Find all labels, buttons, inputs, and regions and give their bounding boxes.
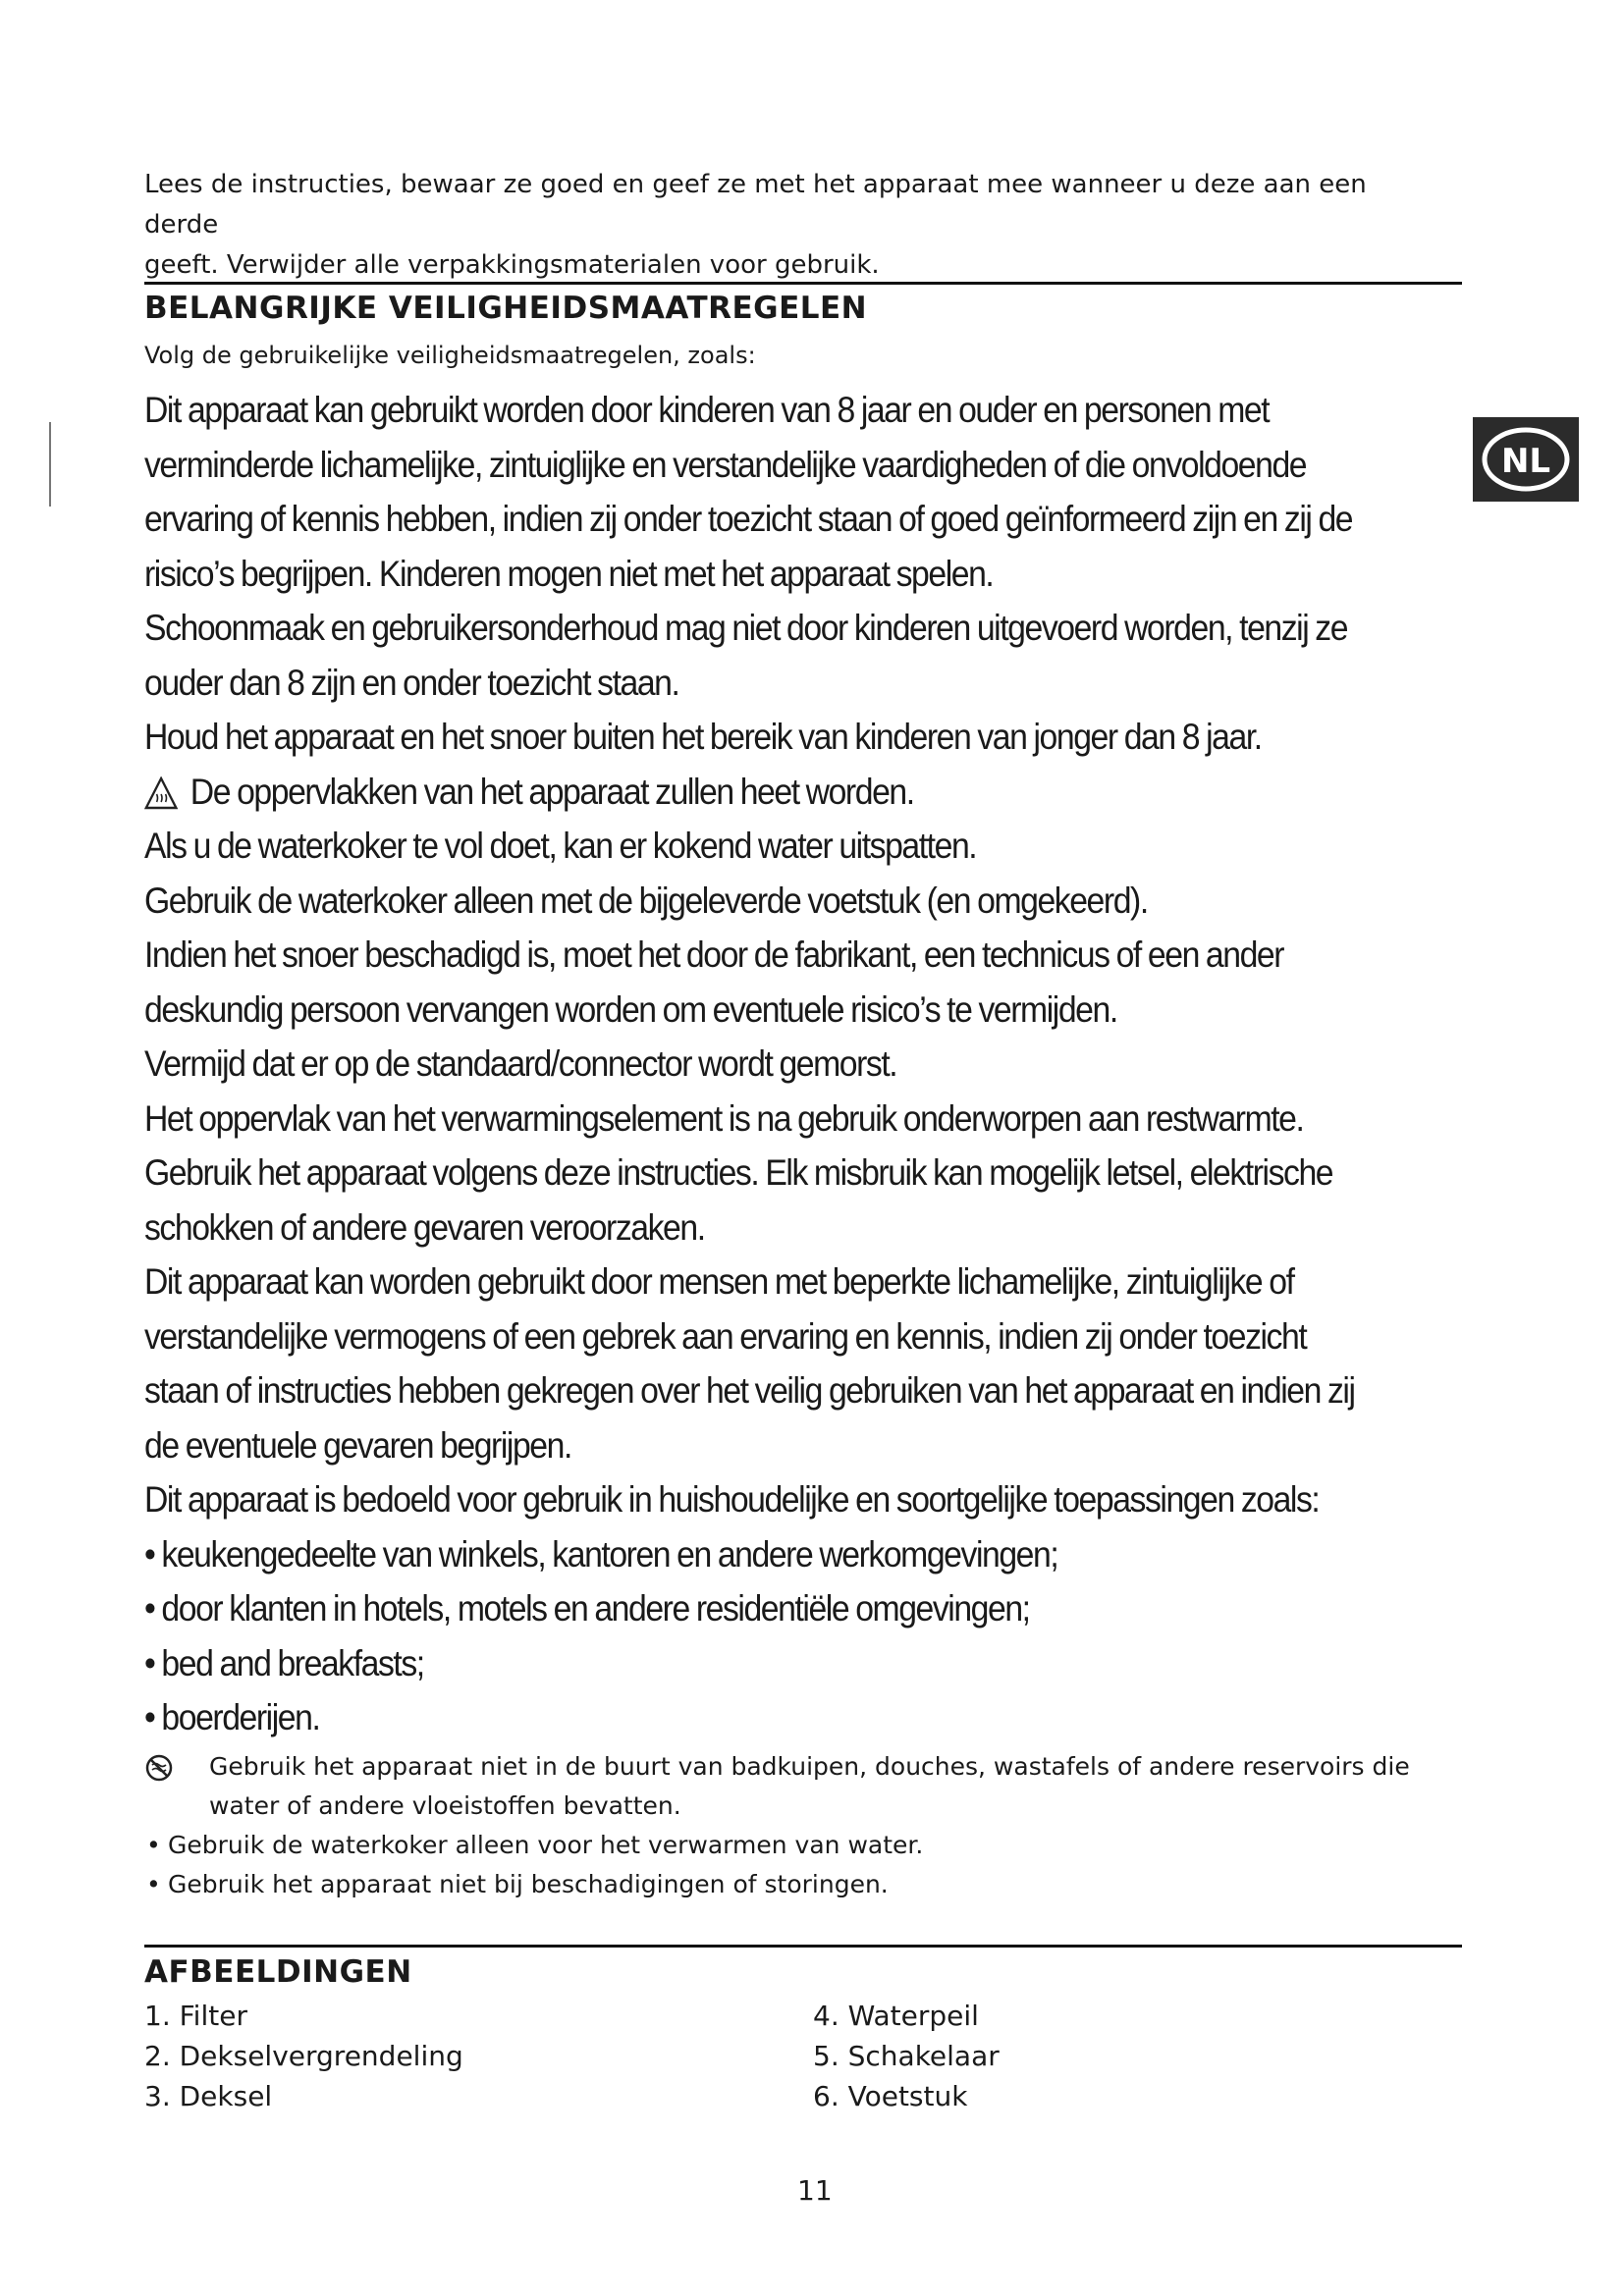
figures-list-right — [813, 1996, 1000, 2116]
figures-list-left — [144, 1996, 463, 2116]
safety-paragraph: Schoonmaak en gebruikersonderhoud mag niet door kinderen uitgevoerd worden, tenzij ze ouder dan 8 zijn en onder toezicht staan. — [144, 607, 1348, 703]
small-bullet-item: • Gebruik de waterkoker alleen voor het verwarmen van water. — [144, 1826, 1450, 1865]
figure-item: 6. Voetstuk — [813, 2080, 968, 2112]
hot-surface-warning-icon — [144, 776, 178, 810]
safety-paragraph: Gebruik het apparaat volgens deze instructies. Elk misbruik kan mogelijk letsel, elektrische schokken of andere gevaren veroorzaken. — [144, 1151, 1333, 1248]
additional-warnings — [144, 1747, 1450, 1904]
intro-line: Lees de instructies, bewaar ze goed en geef ze met het apparaat mee wanneer u deze aan een derde — [144, 170, 1367, 240]
no-water-text: Gebruik het apparaat niet in de buurt van badkuipen, douches, wastafels of andere reservoirs die water of andere vloeistoffen bevatten. — [209, 1752, 1410, 1820]
use-list-item: • boerderijen. — [144, 1696, 320, 1737]
figure-item: 4. Waterpeil — [813, 2000, 979, 2032]
section-divider — [144, 282, 1462, 285]
language-tab — [1473, 417, 1579, 502]
safety-paragraph: Vermijd dat er op de standaard/connector wordt gemorst. — [144, 1042, 897, 1084]
no-water-warning — [144, 1747, 1450, 1826]
figures-heading: AFBEELDINGEN — [144, 1954, 412, 1990]
safety-paragraph: Dit apparaat is bedoeld voor gebruik in huishoudelijke en soortgelijke toepassingen zoals: — [144, 1478, 1320, 1520]
no-water-icon — [144, 1747, 209, 1826]
safety-paragraph: Het oppervlak van het verwarmingselement is na gebruik onderworpen aan restwarmte. — [144, 1096, 1304, 1139]
safety-paragraph: Als u de waterkoker te vol doet, kan er kokend water uitspatten. — [144, 825, 977, 866]
intro-line: geeft. Verwijder alle verpakkingsmaterialen voor gebruik. — [144, 250, 880, 280]
safety-paragraph-hot — [144, 765, 1378, 820]
safety-paragraph: Indien het snoer beschadigd is, moet het door de fabrikant, een technicus of een ander deskundig persoon vervangen worden om eventuele risico’s te vermijden. — [144, 934, 1284, 1030]
use-list-item: • keukengedeelte van winkels, kantoren en andere werkomgevingen; — [144, 1532, 1058, 1575]
language-code: NL — [1500, 442, 1551, 481]
safety-subtitle: Volg de gebruikelijke veiligheidsmaatregelen, zoals: — [144, 342, 756, 369]
section-divider — [144, 1945, 1462, 1948]
margin-line — [49, 422, 51, 507]
language-badge-icon — [1473, 417, 1579, 502]
use-list-item: • door klanten in hotels, motels en andere residentiële omgevingen; — [144, 1587, 1030, 1629]
safety-paragraph: Dit apparaat kan gebruikt worden door kinderen van 8 jaar en ouder en personen met verminderde lichamelijke, zintuiglijke en verstandelijke vaardigheden of die onvoldoende ervaring of kennis hebben, indien zij onder toezicht staan of goed geïnformeerd zijn en zij de risico’s begrijpen. Kinderen mogen niet met het apparaat spelen. — [144, 389, 1353, 594]
figure-item: 3. Deksel — [144, 2080, 273, 2112]
small-bullet-item: • Gebruik het apparaat niet bij beschadigingen of storingen. — [144, 1865, 1450, 1904]
safety-instructions — [144, 383, 1378, 1745]
safety-paragraph: Dit apparaat kan worden gebruikt door mensen met beperkte lichamelijke, zintuiglijke of verstandelijke vermogens of een gebrek aan ervaring en kennis, indien zij onder toezicht staan of instructies hebben gekregen over het veilig gebruiken van het apparaat en indien zij de eventuele gevaren begrijpen. — [144, 1260, 1355, 1466]
use-list-item: • bed and breakfasts; — [144, 1641, 424, 1683]
hot-surface-text: De oppervlakken van het apparaat zullen heet worden. — [189, 770, 914, 812]
safety-paragraph: Gebruik de waterkoker alleen met de bijgeleverde voetstuk (en omgekeerd). — [144, 879, 1148, 921]
safety-heading: BELANGRIJKE VEILIGHEIDSMAATREGELEN — [144, 291, 868, 326]
safety-paragraph: Houd het apparaat en het snoer buiten het bereik van kinderen van jonger dan 8 jaar. — [144, 716, 1262, 757]
figure-item: 5. Schakelaar — [813, 2040, 1000, 2072]
figure-item: 2. Dekselvergrendeling — [144, 2040, 463, 2072]
figure-item: 1. Filter — [144, 2000, 247, 2032]
intro-text — [144, 165, 1440, 286]
page-number: 11 — [797, 2174, 833, 2207]
